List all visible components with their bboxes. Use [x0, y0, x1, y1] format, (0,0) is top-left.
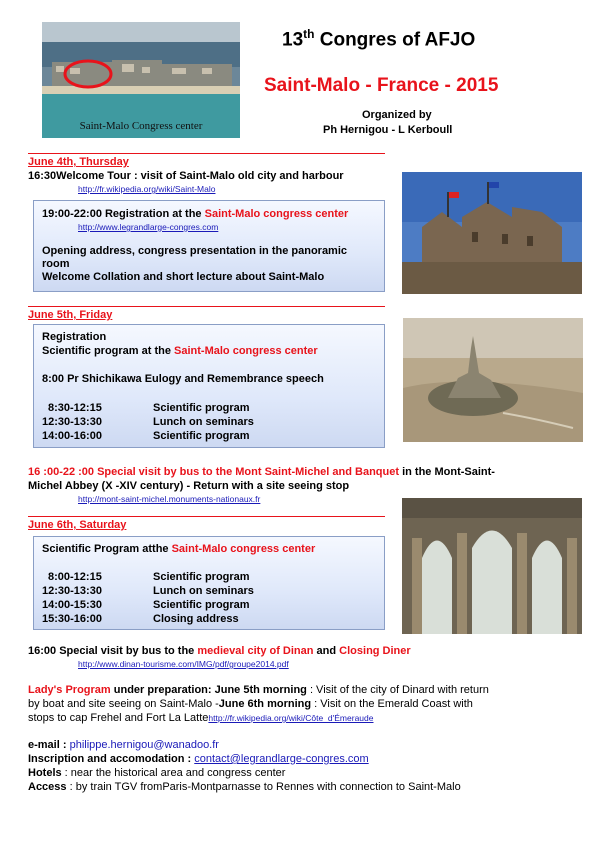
day3-heading: June 6th, Saturday — [28, 519, 127, 531]
inscription-link[interactable]: contact@legrandlarge-congres.com — [194, 753, 369, 765]
divider-day3 — [28, 516, 385, 517]
divider-day2 — [28, 306, 385, 307]
organized-by: Organized by — [362, 109, 432, 121]
opening-address-2: room — [42, 258, 70, 270]
dinan-tourisme-link[interactable]: http://www.dinan-tourisme.com/IMG/pdf/groupe2014.pdf — [78, 659, 289, 669]
subtitle: Saint-Malo - France - 2015 — [264, 75, 499, 96]
welcome-collation: Welcome Collation and short lecture about Saint-Malo — [42, 271, 325, 283]
mont-saint-michel-visit: 16 :00-22 :00 Special visit by bus to the Mont Saint-Michel and Banquet in the Mont-Saint- — [28, 466, 495, 478]
dinan-visit: 16:00 Special visit by bus to the medieval city of Dinan and Closing Diner — [28, 645, 411, 657]
lady-program-line1: Lady's Program under preparation: June 5th morning : Visit of the city of Dinard with return — [28, 684, 489, 696]
schedule-row: 15:30-16:00 Closing address — [42, 613, 239, 625]
welcome-tour: 16:30Welcome Tour : visit of Saint-Malo old city and harbour — [28, 170, 344, 182]
day2-heading: June 5th, Friday — [28, 309, 113, 321]
day2-registration: Registration — [42, 331, 107, 343]
organizers: Ph Hernigou - L Kerboull — [323, 124, 453, 136]
saint-malo-wiki-link[interactable]: http://fr.wikipedia.org/wiki/Saint-Malo — [78, 184, 216, 194]
photo-caption: Saint-Malo Congress center — [79, 120, 203, 132]
schedule-row: 12:30-13:30 Lunch on seminars — [42, 585, 254, 597]
access-line: Access : by train TGV fromParis-Montparnasse to Rennes with connection to Saint-Malo — [28, 781, 461, 793]
mont-saint-michel-visit-2: Michel Abbey (X -XIV century) - Return with a site seeing stop — [28, 480, 350, 492]
hotels-line: Hotels : near the historical area and congress center — [28, 767, 286, 779]
emerald-coast-link[interactable]: http://fr.wikipedia.org/wiki/Côte_d'Émeraude — [208, 713, 374, 723]
schedule-row: 14:00-16:00 Scientific program — [42, 430, 250, 442]
schedule-row: 12:30-13:30 Lunch on seminars — [42, 416, 254, 428]
mont-saint-michel-link[interactable]: http://mont-saint-michel.monuments-nationaux.fr — [78, 494, 261, 504]
opening-address-1: Opening address, congress presentation in the panoramic — [42, 245, 348, 257]
legrandlarge-link[interactable]: http://www.legrandlarge-congres.com — [78, 222, 219, 232]
abbey-interior-photo — [402, 498, 582, 634]
email-link[interactable]: philippe.hernigou@wanadoo.fr — [69, 739, 219, 751]
schedule-row: 8:00-12:15 Scientific program — [48, 571, 250, 583]
day1-heading: June 4th, Thursday — [28, 156, 129, 168]
eulogy: 8:00 Pr Shichikawa Eulogy and Remembrance speech — [42, 373, 324, 385]
schedule-row: 8:30-12:15 Scientific program — [48, 402, 250, 414]
inscription-line: Inscription and accomodation : contact@legrandlarge-congres.com — [28, 753, 369, 765]
divider-day1 — [28, 153, 385, 154]
lady-program-line2: by boat and site seeing on Saint-Malo -June 6th morning : Visit on the Emerald Coast with — [28, 698, 473, 710]
day2-scientific-program: Scientific program at the Saint-Malo congress center — [42, 345, 318, 357]
mont-saint-michel-photo — [403, 318, 583, 442]
email-line: e-mail : philippe.hernigou@wanadoo.fr — [28, 739, 219, 751]
day3-scientific-program: Scientific Program atthe Saint-Malo congress center — [42, 543, 316, 555]
page-title: 13th Congres of AFJO — [282, 27, 476, 51]
saint-malo-aerial-photo — [42, 22, 240, 138]
day1-registration: 19:00-22:00 Registration at the Saint-Malo congress center — [42, 208, 349, 220]
day2-schedule — [42, 401, 254, 443]
lady-program-line3: stops to cap Frehel and Fort La Lattehttp://fr.wikipedia.org/wiki/Côte_d'Émeraude — [28, 712, 374, 724]
day3-schedule — [42, 570, 254, 626]
saint-malo-castle-photo — [402, 172, 582, 294]
schedule-row: 14:00-15:30 Scientific program — [42, 599, 250, 611]
